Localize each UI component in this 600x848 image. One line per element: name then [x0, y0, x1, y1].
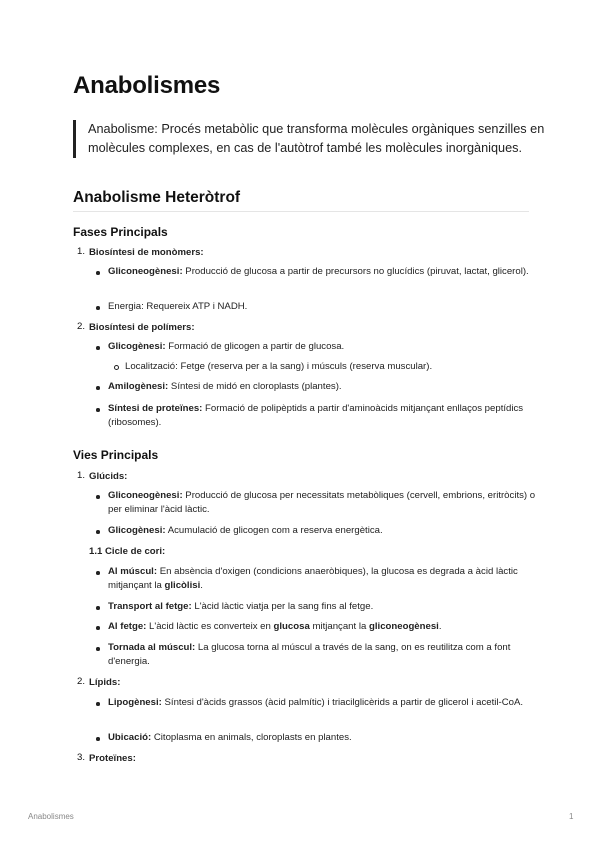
bullet — [96, 647, 100, 651]
list-item-proteines: Proteïnes: — [89, 753, 136, 764]
list-item-amilogenesi: Amilogènesi: Síntesi de midó en cloroplasts (plantes). — [108, 381, 342, 392]
bullet — [96, 386, 100, 390]
list-item-ubicacio: Ubicació: Citoplasma en animals, cloroplasts en plantes. — [108, 732, 352, 743]
bullet — [96, 626, 100, 630]
section-heading-heterotrof: Anabolisme Heteròtrof — [73, 189, 241, 206]
list-item-lipids: Lípids: — [89, 677, 121, 688]
list-item-al-muscul: Al múscul: En absència d'oxigen (condicions anaeròbiques), la glucosa es degrada a àcid làctic mitjançant la glicòlisi. — [108, 566, 518, 591]
list-number: 1. — [77, 470, 86, 481]
list-item-monomers: Biosíntesi de monòmers: — [89, 247, 204, 258]
section-divider — [73, 211, 529, 212]
definition-quote: Anabolisme: Procés metabòlic que transforma molècules orgàniques senzilles en molècules complexes, en cas de l'autòtrof també les molècules inorgàniques. — [73, 120, 550, 158]
bullet — [96, 408, 100, 412]
list-item-gluconeogenesi: Gliconeogènesi: Producció de glucosa a partir de precursors no glucídics (piruvat, lactat, glicerol). — [108, 266, 529, 277]
list-number: 2. — [77, 676, 86, 687]
bullet — [96, 702, 100, 706]
list-number: 3. — [77, 752, 86, 763]
list-item-glicogenesi-glucids: Glicogènesi: Acumulació de glicogen com a reserva energètica. — [108, 525, 383, 536]
sub-bullet — [114, 365, 119, 370]
list-item-tornada-muscul: Tornada al múscul: La glucosa torna al múscul a través de la sang, on es reutilitza com a font d'energia. — [108, 642, 511, 667]
list-item-al-fetge: Al fetge: L'àcid làctic es converteix en glucosa mitjançant la gliconeogènesi. — [108, 621, 442, 632]
list-number: 1. — [77, 246, 86, 257]
list-item-polimers: Biosíntesi de polímers: — [89, 322, 195, 333]
subheading-vies: Vies Principals — [73, 448, 159, 462]
list-item-transport-fetge: Transport al fetge: L'àcid làctic viatja per la sang fins al fetge. — [108, 601, 374, 612]
list-item-localitzacio: Localització: Fetge (reserva per a la sang) i músculs (reserva muscular). — [125, 361, 433, 372]
bullet — [96, 530, 100, 534]
list-item-gliconeogenesi-glucids: Gliconeogènesi: Producció de glucosa per necessitats metabòliques (cervell, embrions, eritròcits) o per eliminar l'àcid làctic. — [108, 490, 536, 515]
bullet — [96, 737, 100, 741]
list-item-sintesi-proteines: Síntesi de proteïnes: Formació de polipèptids a partir d'aminoàcids mitjançant enllaços peptídics (ribosomes). — [108, 403, 524, 428]
page-number: 1 — [569, 812, 574, 821]
bullet — [96, 306, 100, 310]
list-item-glucids: Glúcids: — [89, 471, 128, 482]
bullet — [96, 495, 100, 499]
list-item-lipogenesi: Lipogènesi: Síntesi d'àcids grassos (àcid palmític) i triacilglicèrids a partir de glicerol i acetil-CoA. — [108, 697, 524, 708]
list-item-glicogenesi: Glicogènesi: Formació de glicogen a partir de glucosa. — [108, 341, 345, 352]
bullet — [96, 571, 100, 575]
list-item-energia: Energia: Requereix ATP i NADH. — [108, 301, 248, 312]
bullet — [96, 271, 100, 275]
subheading-fases: Fases Principals — [73, 225, 168, 239]
bullet — [96, 346, 100, 350]
footer-title: Anabolismes — [28, 812, 74, 821]
page-title: Anabolismes — [73, 72, 221, 99]
subheading-cicle-cori: 1.1 Cicle de cori: — [89, 546, 166, 557]
list-number: 2. — [77, 321, 86, 332]
bullet — [96, 606, 100, 610]
